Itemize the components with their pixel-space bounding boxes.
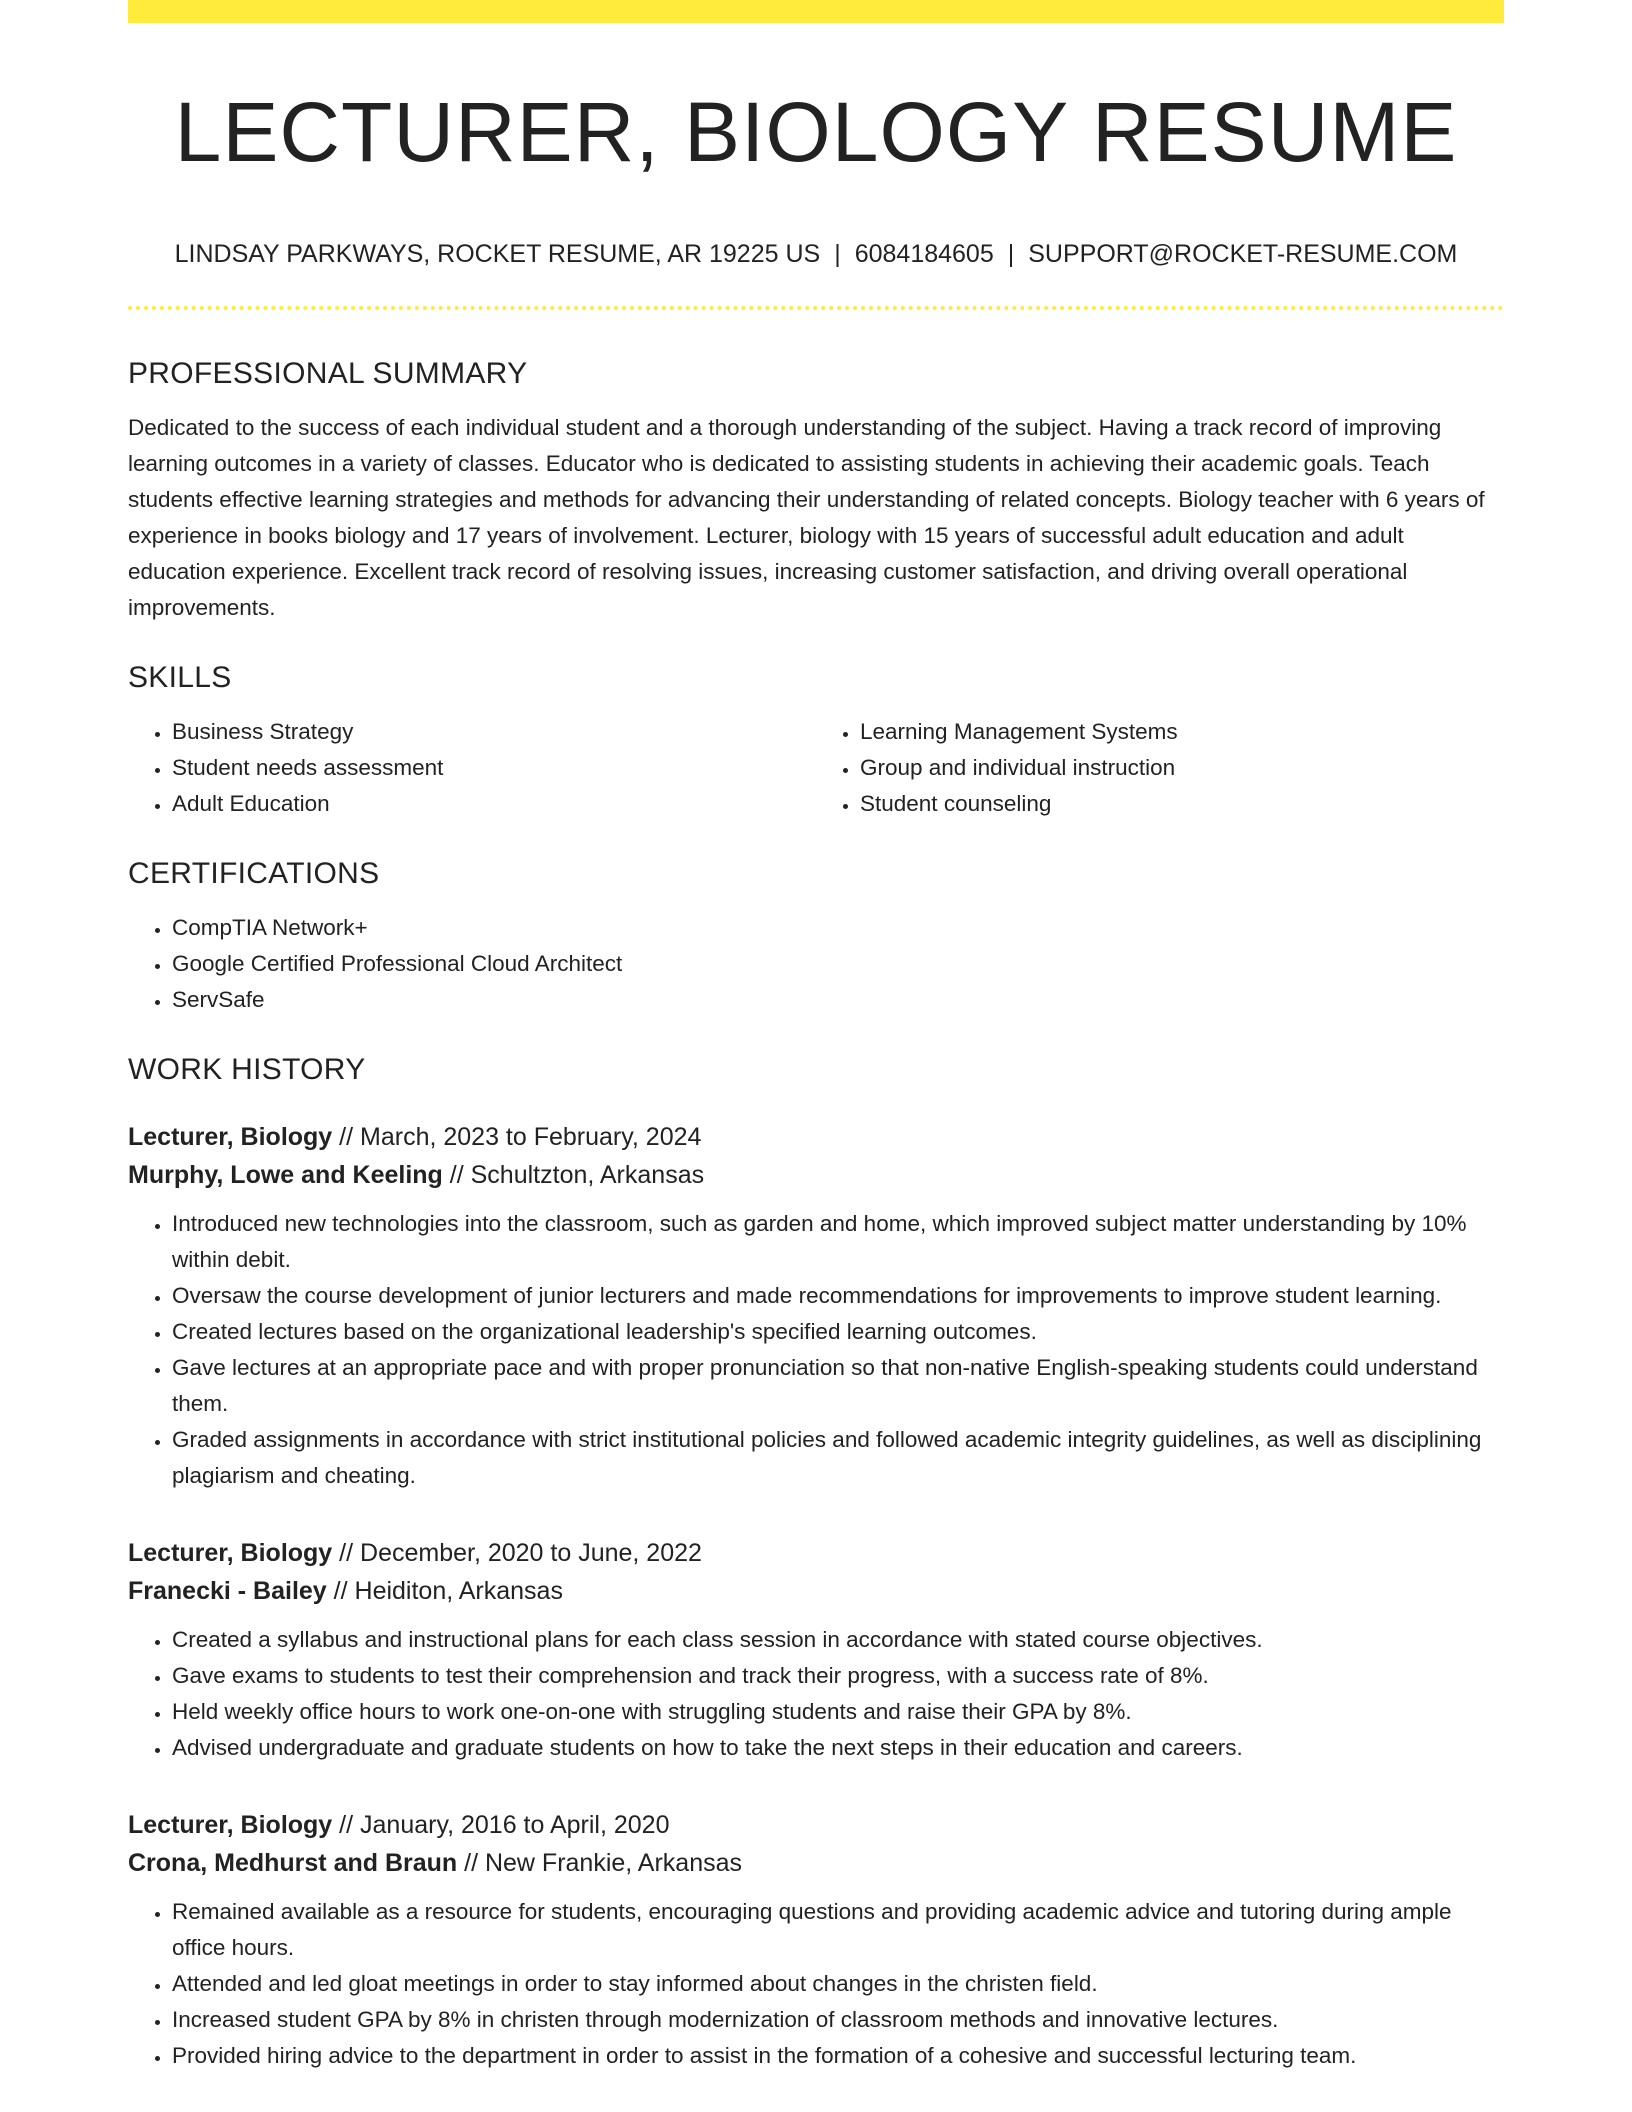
- accent-bar: [128, 0, 1504, 23]
- job-location: // Schultzton, Arkansas: [449, 1161, 705, 1189]
- job-entry: [128, 1118, 1504, 1494]
- job-title: Lecturer, Biology: [128, 1123, 333, 1151]
- job-bullet: • Gave exams to students to test their comprehension and track their progress, with a success rate of 8%.: [172, 1658, 1504, 1694]
- contact-phone: 6084184605: [854, 240, 994, 268]
- contact-address: LINDSAY PARKWAYS, ROCKET RESUME, AR 19225 US: [174, 240, 821, 268]
- certifications-list: [128, 910, 1504, 1018]
- skills-list-right: [816, 714, 1504, 822]
- dotted-divider: [128, 306, 1504, 310]
- skill-item: • Adult Education: [172, 786, 816, 822]
- skill-item: • Student counseling: [860, 786, 1504, 822]
- summary-section: [128, 352, 1504, 626]
- job-bullet: • Graded assignments in accordance with strict institutional policies and followed academic integrity guidelines, as well as disciplining plagiarism and cheating.: [172, 1422, 1504, 1494]
- job-bullets: [128, 1622, 1504, 1766]
- contact-separator: |: [834, 240, 841, 268]
- contact-email: SUPPORT@ROCKET-RESUME.COM: [1028, 240, 1458, 268]
- skill-item: • Learning Management Systems: [860, 714, 1504, 750]
- skill-item: • Group and individual instruction: [860, 750, 1504, 786]
- skill-item: • Student needs assessment: [172, 750, 816, 786]
- summary-heading: PROFESSIONAL SUMMARY: [128, 357, 528, 390]
- job-entry: [128, 1806, 1504, 2074]
- resume-content: [128, 352, 1504, 2074]
- job-title: Lecturer, Biology: [128, 1811, 333, 1839]
- job-company-line: [128, 1844, 1504, 1882]
- job-company-line: [128, 1572, 1504, 1610]
- job-bullet: • Held weekly office hours to work one-on-one with struggling students and raise their GPA by 8%.: [172, 1694, 1504, 1730]
- job-company-line: [128, 1156, 1504, 1194]
- job-bullet: • Oversaw the course development of junior lecturers and made recommendations for improvements to improve student learning.: [172, 1278, 1504, 1314]
- job-bullet: • Created lectures based on the organizational leadership's specified learning outcomes.: [172, 1314, 1504, 1350]
- work-history-section: [128, 1048, 1504, 2074]
- job-company: Franecki - Bailey: [128, 1577, 327, 1605]
- contact-separator: |: [1007, 240, 1015, 268]
- job-entry: [128, 1534, 1504, 1766]
- job-dates: // March, 2023 to February, 2024: [339, 1123, 702, 1151]
- job-bullets: [128, 1894, 1504, 2074]
- job-bullets: [128, 1206, 1504, 1494]
- work-history-heading: WORK HISTORY: [128, 1053, 366, 1086]
- job-bullet: • Remained available as a resource for students, encouraging questions and providing academic advice and tutoring during ample office hours.: [172, 1894, 1504, 1966]
- job-bullet: • Gave lectures at an appropriate pace and with proper pronunciation so that non-native English-speaking students could understand them.: [172, 1350, 1504, 1422]
- job-title-line: [128, 1534, 1504, 1572]
- certification-item: • Google Certified Professional Cloud Architect: [172, 946, 1504, 982]
- job-company: Crona, Medhurst and Braun: [128, 1849, 458, 1877]
- job-bullet: • Attended and led gloat meetings in order to stay informed about changes in the christen field.: [172, 1966, 1504, 2002]
- skills-section: [128, 656, 1504, 822]
- job-location: // Heiditon, Arkansas: [333, 1577, 563, 1605]
- job-title-line: [128, 1118, 1504, 1156]
- skills-heading: SKILLS: [128, 661, 232, 694]
- certification-item: • CompTIA Network+: [172, 910, 1504, 946]
- job-bullet: • Increased student GPA by 8% in christen through modernization of classroom methods and innovative lectures.: [172, 2002, 1504, 2038]
- summary-text: Dedicated to the success of each individual student and a thorough understanding of the subject. Having a track record of improving learning outcomes in a variety of classes. Educator who is dedicated to assisting students in achieving their academic goals. Teach students effective learning strategies and methods for advancing their understanding of related concepts. Biology teacher with 6 years of experience in books biology and 17 years of involvement. Lecturer, biology with 15 years of successful adult education and adult education experience. Excellent track record of resolving issues, increasing customer satisfaction, and driving overall operational improvements.: [128, 415, 1485, 620]
- certifications-heading: CERTIFICATIONS: [128, 857, 380, 890]
- job-bullet: • Advised undergraduate and graduate students on how to take the next steps in their education and careers.: [172, 1730, 1504, 1766]
- certification-item: • ServSafe: [172, 982, 1504, 1018]
- job-bullet: • Introduced new technologies into the classroom, such as garden and home, which improved subject matter understanding by 10% within debit.: [172, 1206, 1504, 1278]
- job-title: Lecturer, Biology: [128, 1539, 333, 1567]
- job-dates: // January, 2016 to April, 2020: [339, 1811, 670, 1839]
- job-bullet: • Created a syllabus and instructional plans for each class session in accordance with stated course objectives.: [172, 1622, 1504, 1658]
- contact-line: [128, 236, 1504, 272]
- job-company: Murphy, Lowe and Keeling: [128, 1161, 443, 1189]
- skills-columns: [128, 714, 1504, 822]
- job-dates: // December, 2020 to June, 2022: [339, 1539, 702, 1567]
- job-bullet: • Provided hiring advice to the department in order to assist in the formation of a cohesive and successful lecturing team.: [172, 2038, 1504, 2074]
- job-title-line: [128, 1806, 1504, 1844]
- job-location: // New Frankie, Arkansas: [464, 1849, 743, 1877]
- certifications-section: [128, 852, 1504, 1018]
- skill-item: • Business Strategy: [172, 714, 816, 750]
- skills-list-left: [128, 714, 816, 822]
- page-title: LECTURER, BIOLOGY RESUME: [174, 85, 1458, 179]
